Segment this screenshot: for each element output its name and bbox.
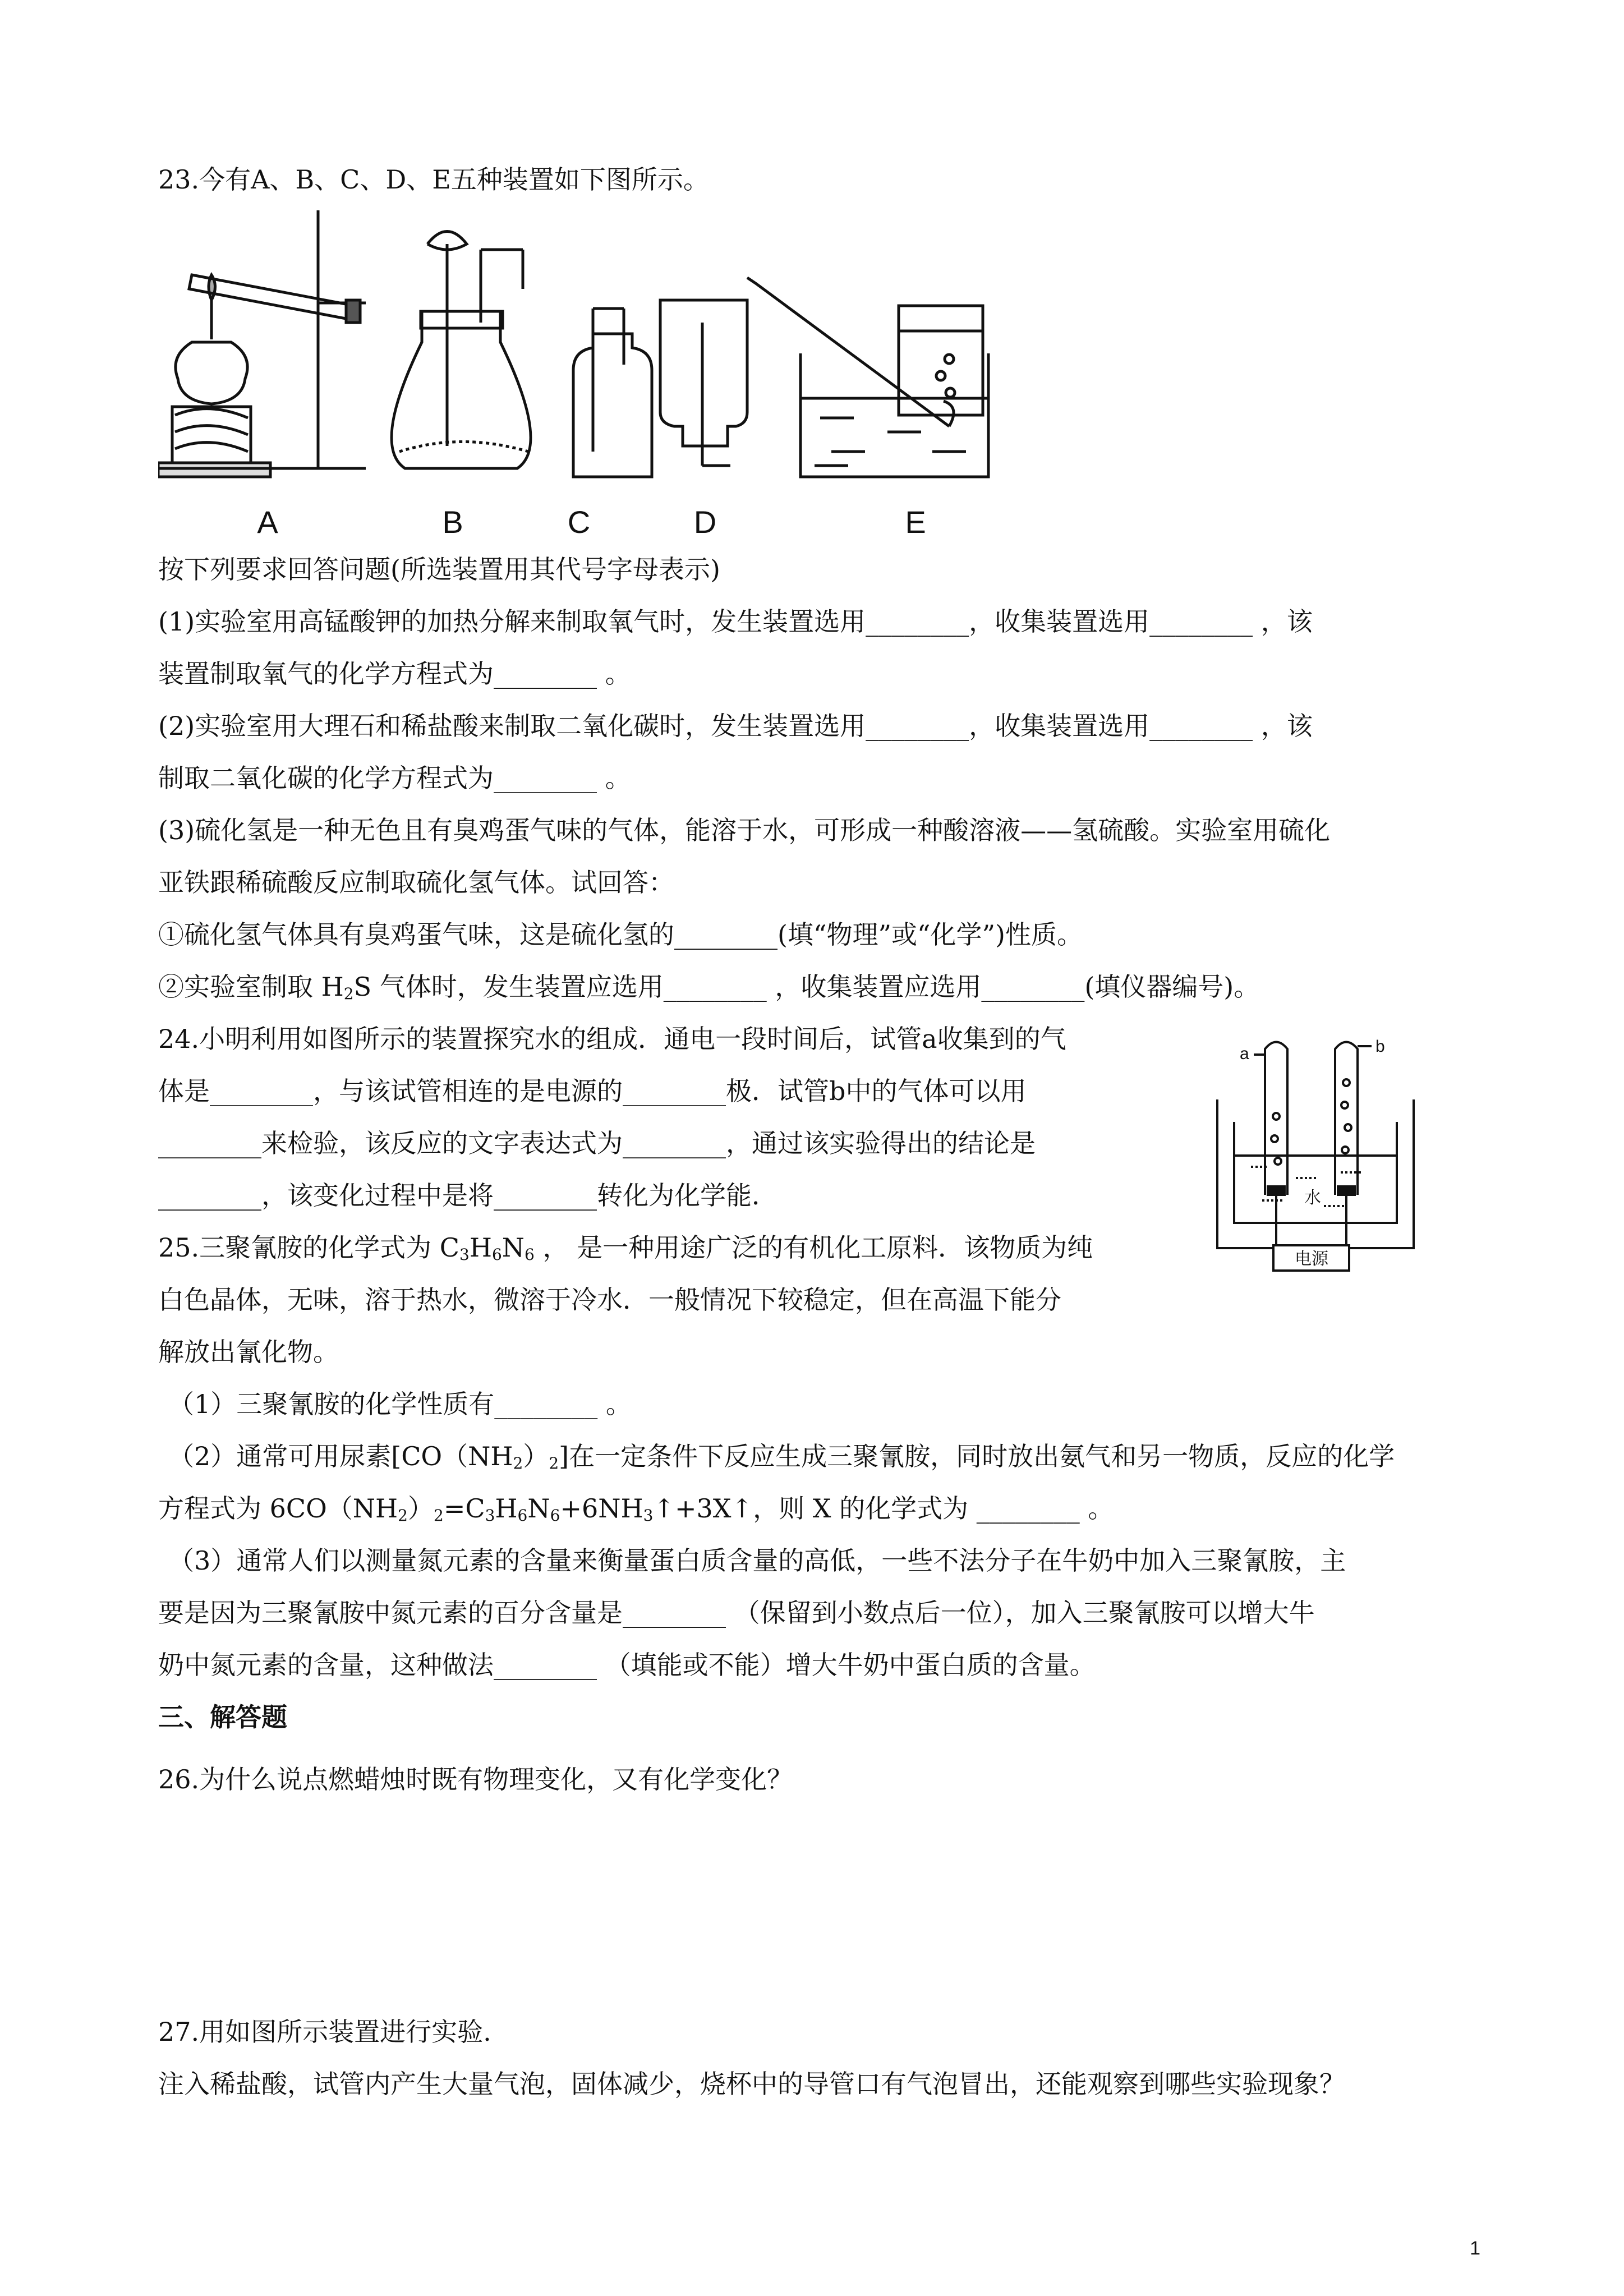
q24-line4: ________，该变化过程中是将________转化为化学能． [158, 1180, 778, 1211]
q24-line2: 体是________，与该试管相连的是电源的________极．试管b中的气体可以用 [158, 1076, 1027, 1106]
electrolysis-figure [1212, 1032, 1436, 1273]
q25-sub3-line2: 要是因为三聚氰胺中氮元素的百分含量是________ （保留到小数点后一位），加入三聚氰胺可以增大牛 [158, 1598, 1315, 1628]
q23-part2-line2: 制取二氧化碳的化学方程式为________ 。 [158, 763, 631, 793]
figure-label-a: A [257, 504, 278, 540]
q25-line3: 解放出氰化物。 [158, 1337, 339, 1367]
figure-label-e: E [905, 504, 926, 540]
q23-part1-line2: 装置制取氧气的化学方程式为________ 。 [158, 659, 631, 689]
q25-sub1: （1）三聚氰胺的化学性质有________ 。 [168, 1389, 632, 1419]
page-number: 1 [1470, 2238, 1480, 2259]
q23-part2-line1: (2)实验室用大理石和稀盐酸来制取二氧化碳时，发生装置选用________，收集装置选用________ ，该 [158, 711, 1313, 741]
q26-text: 26.为什么说点燃蜡烛时既有物理变化，又有化学变化？ [158, 1764, 793, 1795]
figure-label-d: D [693, 504, 717, 540]
q25-line2: 白色晶体，无味，溶于热水，微溶于冷水．一般情况下较稳定，但在高温下能分 [158, 1285, 1061, 1315]
section-heading: 三、解答题 [158, 1702, 287, 1732]
q23-title: 23.今有A、B、C、D、E五种装置如下图所示。 [158, 164, 709, 195]
q23-part3-q1: ①硫化氢气体具有臭鸡蛋气味，这是硫化氢的________(填“物理”或“化学”)性质。 [158, 919, 1083, 950]
q25-sub2-line2: 方程式为 $6CO(NH_2)_2=C_3H_6N_6+6NH_3↑+3X↑$，则 X 的化学式为 ________ 。 [158, 1493, 1114, 1525]
tube-label-b: b [1375, 1037, 1385, 1056]
q25-sub3-line3: 奶中氮元素的含量，这种做法________ （填能或不能）增大牛奶中蛋白质的含量。 [158, 1650, 1096, 1680]
q25-sub3-line1: （3）通常人们以测量氮元素的含量来衡量蛋白质含量的高低，一些不法分子在牛奶中加入三聚氰胺，主 [168, 1545, 1346, 1576]
water-label: 水 [1304, 1189, 1321, 1207]
q24-line3: ________来检验，该反应的文字表达式为________，通过该实验得出的结论是 [158, 1128, 1036, 1158]
q25-line1: 25.三聚氰胺的化学式为 $C_3H_6N_6$ ， 是一种用途广泛的有机化工原料．该物质为纯 [158, 1232, 1093, 1264]
q25-sub2-line1: （2）通常可用尿素$[CO(NH_2)_2]$在一定条件下反应生成三聚氰胺，同时放出氨气和另一物质，反应的化学 [168, 1441, 1395, 1473]
q27-line1: 27.用如图所示装置进行实验. [158, 2017, 491, 2047]
q23-part1-line1: (1)实验室用高锰酸钾的加热分解来制取氧气时，发生装置选用________，收集装置选用________ ，该 [158, 606, 1313, 637]
q23-part3-line1: (3)硫化氢是一种无色且有臭鸡蛋气味的气体，能溶于水，可形成一种酸溶液——氢硫酸。实验室用硫化 [158, 815, 1331, 845]
q23-part3-line2: 亚铁跟稀硫酸反应制取硫化氢气体。试回答： [158, 867, 674, 898]
power-source-label: 电源 [1295, 1249, 1328, 1269]
tube-label-a: a [1240, 1045, 1249, 1063]
figure-label-b: B [442, 504, 463, 540]
q24-line1: 24.小明利用如图所示的装置探究水的组成．通电一段时间后，试管a收集到的气 [158, 1024, 1066, 1054]
q27-line2: 注入稀盐酸，试管内产生大量气泡，固体减少，烧杯中的导管口有气泡冒出，还能观察到哪些实验现象？ [158, 2069, 1345, 2099]
apparatus-figure-abcde [158, 210, 1016, 541]
q23-part3-q2: ②实验室制取 $H_2S$ 气体时，发生装置应选用________ ，收集装置应选用________(填仪器编号)。 [158, 972, 1260, 1003]
q23-instruction: 按下列要求回答问题(所选装置用其代号字母表示) [158, 554, 720, 585]
figure-label-c: C [567, 504, 591, 540]
